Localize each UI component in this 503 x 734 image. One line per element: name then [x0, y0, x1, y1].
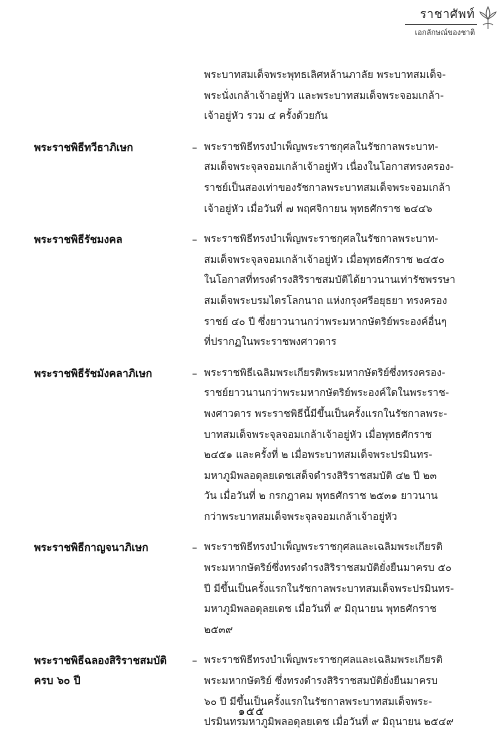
text-line: ราชย์ยาวนานกว่าพระมหากษัตริย์พระองค์ใดในพระราช-: [204, 388, 450, 400]
entry-term: พระราชพิธีรัชมังคลาภิเษก: [34, 367, 153, 380]
text-line: พระนั่งเกล้าเจ้าอยู่หัว และพระบาทสมเด็จพระจอมเกล้า-: [204, 90, 444, 102]
text-line: มหาภูมิพลอดุลยเดชเสด็จดำรงสิริราชสมบัติ ๔๒ ปี ๒๓: [204, 470, 437, 482]
entry-term: พระราชพิธีทวีธาภิเษก: [34, 141, 134, 154]
glossary-entry: [34, 651, 479, 733]
text-line: มหาภูมิพลอดุลยเดช เมื่อวันที่ ๙ มิถุนายน พุทธศักราช: [204, 604, 437, 616]
page-number: ๑๕๕: [238, 705, 265, 718]
glossary-entry: [34, 364, 479, 529]
text-line: พระราชพิธีทรงบำเพ็ญพระราชกุศลและเฉลิมพระเกียรติ: [204, 655, 443, 667]
text-line: เจ้าอยู่หัว เมื่อวันที่ ๗ พฤศจิกายน พุทธศักราช ๒๔๔๖: [204, 203, 433, 215]
glossary-entry: [34, 230, 479, 354]
page-header: [377, 3, 497, 43]
text-line: บาทสมเด็จพระจุลจอมเกล้าเจ้าอยู่หัว เมื่อพุทธศักราช: [204, 429, 432, 441]
entry-term-line: ครบ ๖๐ ปี: [34, 675, 81, 688]
text-line: ราชย์เป็นสองเท่าของรัชกาลพระบาทสมเด็จพระจอมเกล้า: [204, 182, 451, 194]
text-line: พระมหากษัตริย์ ซึ่งทรงดำรงสิริราชสมบัติยั่งยืนมาครบ: [204, 676, 438, 688]
text-line: พระราชพิธีเฉลิมพระเกียรติพระมหากษัตริย์ซึ่งทรงครอง-: [204, 367, 446, 379]
entry-dash: –: [192, 234, 198, 247]
text-line: วัน เมื่อวันที่ ๒ กรกฎาคม พุทธศักราช ๒๕๓๑ ยาวนาน: [204, 491, 438, 503]
entry-dash: –: [192, 367, 198, 380]
lotus-emblem-icon: [479, 5, 497, 31]
header-title: ราชาศัพท์: [419, 7, 475, 21]
text-line: ๒๔๕๑ และครั้งที่ ๒ เมื่อพระบาทสมเด็จพระปรมินทร-: [204, 450, 433, 462]
text-line: พระราชพิธีทรงบำเพ็ญพระราชกุศลในรัชกาลพระบาท-: [204, 234, 439, 246]
entry-dash: –: [192, 141, 198, 154]
document-content: [34, 66, 479, 734]
header-subtitle: เอกลักษณ์ของชาติ: [414, 28, 475, 37]
entry-term: พระราชพิธีรัชมงคล: [34, 234, 123, 247]
entry-definition: [204, 651, 479, 733]
text-line: ๒๕๓๙: [204, 624, 233, 636]
entry-definition: [204, 138, 479, 220]
intro-paragraph: [204, 66, 479, 128]
entry-definition: [204, 230, 479, 354]
text-line: สมเด็จพระจุลจอมเกล้าเจ้าอยู่หัว เมื่อพุทธศักราช ๒๔๕๐: [204, 254, 445, 266]
text-line: กว่าพระบาทสมเด็จพระจุลจอมเกล้าเจ้าอยู่หัว: [204, 511, 398, 523]
entry-term-line: พระราชพิธีฉลองสิริราชสมบัติ: [34, 655, 167, 668]
text-line: พระราชพิธีทรงบำเพ็ญพระราชกุศลและเฉลิมพระเกียรติ: [204, 542, 443, 554]
text-line: เจ้าอยู่หัว รวม ๔ ครั้งด้วยกัน: [204, 111, 328, 123]
text-line: ราชย์ ๔๐ ปี ซึ่งยาวนานกว่าพระมหากษัตริย์พระองค์อื่นๆ: [204, 316, 447, 328]
text-line: พระบาทสมเด็จพระพุทธเลิศหล้านภาลัย พระบาทสมเด็จ-: [204, 70, 446, 81]
glossary-entry: [34, 538, 479, 641]
text-line: ที่ปรากฏในพระราชพงศาวดาร: [204, 337, 337, 349]
text-line: สมเด็จพระบรมไตรโลกนาถ แห่งกรุงศรีอยุธยา ทรงครอง: [204, 295, 448, 307]
entry-term: พระราชพิธีกาญจนาภิเษก: [34, 542, 149, 555]
header-rule: [405, 24, 477, 25]
text-line: ปี มีขึ้นเป็นครั้งแรกในรัชกาลพระบาทสมเด็จพระปรมินทร-: [204, 583, 454, 595]
text-line: พระมหากษัตริย์ซึ่งทรงดำรงสิริราชสมบัติยั่งยืนมาครบ ๕๐: [204, 563, 452, 575]
entry-definition: [204, 364, 479, 529]
entry-dash: –: [192, 655, 198, 668]
entry-definition: [204, 538, 479, 641]
entry-term: [34, 651, 192, 691]
text-line: ๖๐ ปี มีขึ้นเป็นครั้งแรกในรัชกาลพระบาทสมเด็จพระ-: [204, 696, 433, 708]
text-line: ปรมินทรมหาภูมิพลอดุลยเดช เมื่อวันที่ ๙ มิถุนายน ๒๕๔๙: [204, 717, 454, 729]
entry-dash: –: [192, 542, 198, 555]
text-line: พระราชพิธีทรงบำเพ็ญพระราชกุศลในรัชกาลพระบาท-: [204, 141, 439, 153]
glossary-entry: [34, 138, 479, 220]
text-line: สมเด็จพระจุลจอมเกล้าเจ้าอยู่หัว เนื่องในโอกาสทรงครอง-: [204, 162, 454, 174]
text-line: พงศาวดาร พระราชพิธีนี้มีขึ้นเป็นครั้งแรกในรัชกาลพระ-: [204, 408, 448, 420]
text-line: ในโอกาสที่ทรงดำรงสิริราชสมบัติได้ยาวนานเท่ารัชพรรษา: [204, 275, 456, 287]
